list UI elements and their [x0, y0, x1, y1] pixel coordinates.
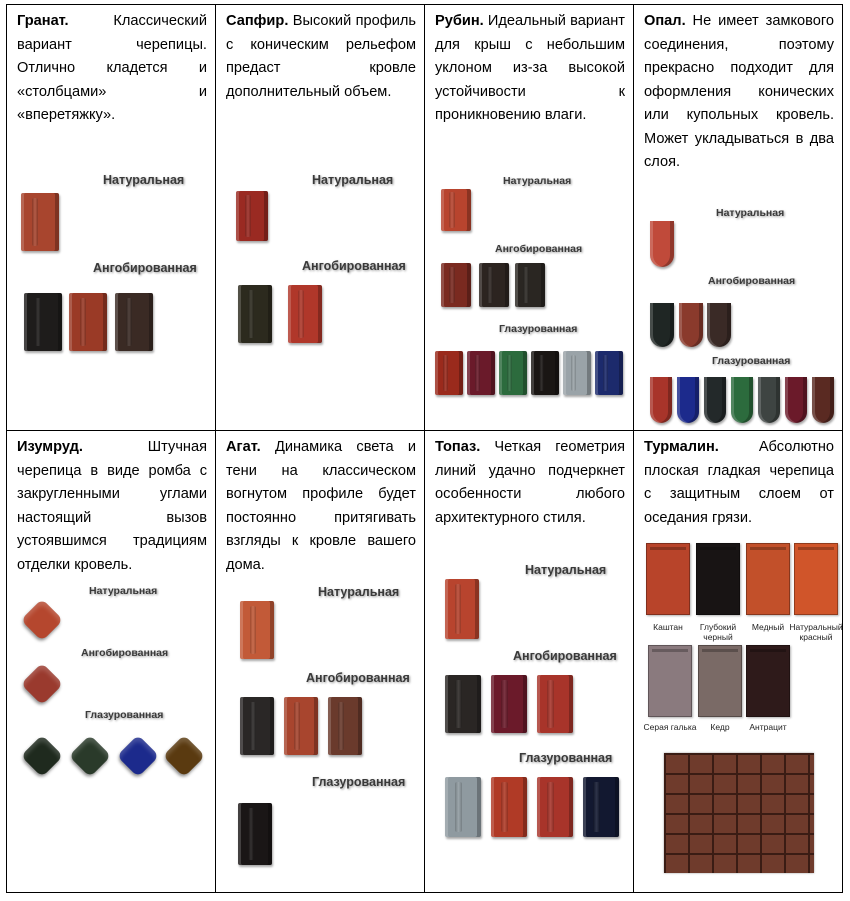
tile-topaz-natural	[445, 579, 479, 639]
tile-izumrud-glaze-4	[163, 735, 205, 777]
tile-rubin-natural	[441, 189, 471, 231]
tile-topaz-engobe-2	[491, 675, 527, 733]
swatch-caption: Антрацит	[749, 722, 787, 732]
description-rubin: Рубин. Идеальный вариант для крыш с небольшим уклоном из-за высокой устойчивости к проникновению влаги.	[435, 13, 625, 123]
label-natural: Натуральная	[312, 173, 394, 187]
tile-topaz-glaze-1	[445, 777, 481, 837]
swatch-copper	[746, 543, 790, 615]
tile-topaz-glaze-3	[537, 777, 573, 837]
description-opal: Опал. Не имеет замкового соединения, поэтому прекрасно подходит для оформления конических или купольных кровель. Может укладываться в два слоя.	[644, 13, 834, 170]
label-engobed: Ангобированная	[93, 261, 197, 275]
tile-granat-brown	[115, 293, 153, 351]
swatch-kashtan	[646, 543, 690, 615]
cell-sapfir	[216, 5, 425, 431]
cell-turmalin	[634, 431, 842, 892]
description-turmalin: Турмалин. Абсолютно плоская гладкая черепица с защитным слоем от оседания грязи.	[644, 439, 834, 526]
product-table	[6, 4, 843, 893]
label-glazed: Глазурованная	[519, 751, 613, 765]
tile-rubin-glaze-4	[531, 351, 559, 395]
label-engobed: Ангобированная	[495, 243, 583, 255]
tile-sapfir-red	[288, 285, 322, 343]
label-engobed: Ангобированная	[708, 275, 796, 287]
tile-opal-engobe-2	[679, 303, 703, 347]
tile-rubin-glaze-6	[595, 351, 623, 395]
cell-opal	[634, 5, 842, 431]
tile-topaz-engobe-1	[445, 675, 481, 733]
swatch-caption: Кедр	[710, 722, 730, 732]
tile-opal-glaze-6	[785, 377, 807, 423]
swatch-caption: Серая галька	[643, 722, 697, 732]
tile-topaz-glaze-4	[583, 777, 619, 837]
tile-agat-engobe-3	[328, 697, 362, 755]
tile-agat-glaze	[238, 803, 272, 865]
tile-rubin-glaze-1	[435, 351, 463, 395]
cell-rubin	[425, 5, 634, 431]
tile-opal-glaze-2	[677, 377, 699, 423]
tile-opal-glaze-4	[731, 377, 753, 423]
swatch-gray-pebble	[648, 645, 692, 717]
tile-sapfir-dark	[238, 285, 272, 343]
tile-agat-engobe-1	[240, 697, 274, 755]
label-natural: Натуральная	[318, 585, 400, 599]
tile-rubin-engobe-1	[441, 263, 471, 307]
label-natural: Натуральная	[716, 207, 785, 219]
description-agat: Агат. Динамика света и тени на классическом вогнутом профиле будет постоянно притягивать взгляды к кровле вашего дома.	[226, 439, 416, 573]
tile-topaz-engobe-3	[537, 675, 573, 733]
swatch-deep-black	[696, 543, 740, 615]
description-topaz: Топаз. Четкая геометрия линий удачно подчеркнет особенности любого архитектурного стиля.	[435, 439, 625, 526]
tile-rubin-engobe-2	[479, 263, 509, 307]
swatch-natural-red	[794, 543, 838, 615]
label-natural: Натуральная	[503, 175, 572, 187]
swatch-kedr	[698, 645, 742, 717]
description-granat: Гранат. Классический вариант черепицы. Отлично кладется и «столбцами» и «вперетяжку».	[17, 13, 207, 123]
tile-agat-natural	[240, 601, 274, 659]
tile-rubin-glaze-5	[563, 351, 591, 395]
label-engobed: Ангобированная	[306, 671, 410, 685]
tile-izumrud-glaze-2	[69, 735, 111, 777]
tile-rubin-glaze-3	[499, 351, 527, 395]
roof-sample-image	[664, 753, 814, 873]
cell-topaz	[425, 431, 634, 892]
tile-izumrud-glaze-1	[21, 735, 63, 777]
tile-sapfir-natural	[236, 191, 268, 241]
label-glazed: Глазурованная	[712, 355, 791, 367]
tile-opal-engobe-1	[650, 303, 674, 347]
label-engobed: Ангобированная	[302, 259, 406, 273]
label-glazed: Глазурованная	[85, 709, 164, 721]
tile-opal-engobe-3	[707, 303, 731, 347]
tile-izumrud-natural	[21, 599, 63, 641]
tile-rubin-glaze-2	[467, 351, 495, 395]
tile-opal-natural	[650, 221, 674, 267]
tile-izumrud-engobe	[21, 663, 63, 705]
swatch-anthracite	[746, 645, 790, 717]
swatch-caption: Каштан	[653, 622, 683, 632]
tile-granat-natural	[21, 193, 59, 251]
swatch-caption: Глубокий черный	[699, 622, 737, 642]
tile-opal-glaze-7	[812, 377, 834, 423]
tile-opal-glaze-3	[704, 377, 726, 423]
label-natural: Натуральная	[89, 585, 158, 597]
label-engobed: Ангобированная	[513, 649, 617, 663]
tile-izumrud-glaze-3	[117, 735, 159, 777]
label-natural: Натуральная	[103, 173, 185, 187]
label-natural: Натуральная	[525, 563, 607, 577]
tile-rubin-engobe-3	[515, 263, 545, 307]
swatch-caption: Натуральный красный	[789, 622, 843, 642]
tile-opal-glaze-5	[758, 377, 780, 423]
cell-agat	[216, 431, 425, 892]
label-glazed: Глазурованная	[312, 775, 406, 789]
cell-granat	[7, 5, 216, 431]
tile-agat-engobe-2	[284, 697, 318, 755]
description-izumrud: Изумруд. Штучная черепица в виде ромба с закругленными углами настоящий вызов устоявшимся традициям отделки кровель.	[17, 439, 207, 573]
description-sapfir: Сапфир. Высокий профиль с коническим рельефом предаст кровле дополнительный объем.	[226, 13, 416, 100]
tile-opal-glaze-1	[650, 377, 672, 423]
tile-granat-red	[69, 293, 107, 351]
cell-izumrud	[7, 431, 216, 892]
tile-granat-black	[24, 293, 62, 351]
swatch-caption: Медный	[751, 622, 785, 632]
label-glazed: Глазурованная	[499, 323, 578, 335]
label-engobed: Ангобированная	[81, 647, 169, 659]
tile-topaz-glaze-2	[491, 777, 527, 837]
